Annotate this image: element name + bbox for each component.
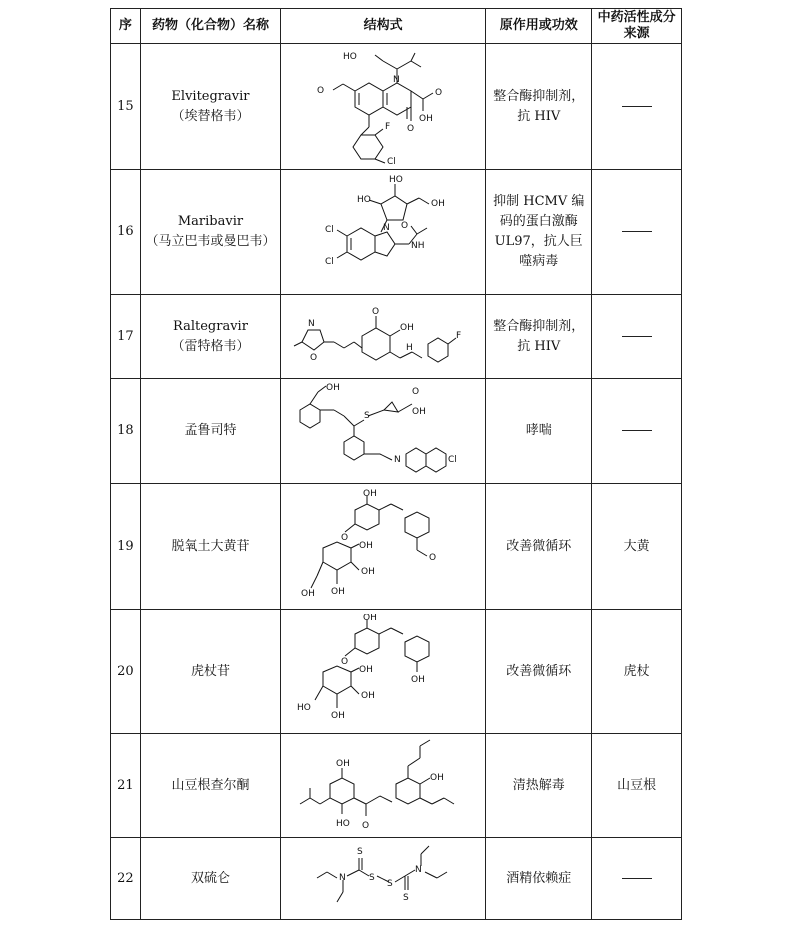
label-ho-top: HO: [389, 175, 403, 185]
table-row: [111, 484, 682, 610]
row-no: 16: [111, 170, 141, 295]
name-en: Raltegravir: [173, 318, 248, 334]
name-cn: （埃替格韦）: [171, 108, 250, 124]
name-cn: （雷特格韦）: [171, 338, 250, 354]
structure-cell: [281, 838, 486, 920]
table-row: [111, 838, 682, 920]
name-en: Elvitegravir: [171, 88, 250, 104]
label-cl: Cl: [387, 156, 396, 165]
row-source: [592, 295, 682, 379]
label-s-4: S: [403, 892, 409, 903]
name-en: Maribavir: [177, 214, 244, 229]
row-no: 21: [111, 734, 141, 838]
label-s-2: S: [369, 872, 375, 883]
row-no: 19: [111, 484, 141, 610]
label-n: N: [394, 455, 401, 465]
row-action: 抑制 HCMV 编码的蛋白激酶 UL97，抗人巨噬病毒: [486, 170, 592, 295]
row-action: 整合酶抑制剂，抗 HIV: [486, 44, 592, 170]
row-source: 大黄: [592, 484, 682, 610]
table-row: [111, 170, 682, 295]
label-ketone-o: O: [407, 123, 415, 134]
row-source: [592, 838, 682, 920]
name-cn: （马立巴韦或曼巴韦）: [145, 234, 276, 249]
raltegravir-structure-icon: [288, 302, 478, 372]
elvitegravir-structure-icon: [303, 49, 463, 165]
label-s-1: S: [357, 846, 363, 857]
montelukast-structure-icon: [288, 382, 478, 480]
label-nh: NH: [411, 241, 425, 251]
header-structure: 结构式: [281, 9, 486, 44]
structure-cell: [281, 610, 486, 734]
row-name: 双硫仑: [140, 838, 280, 920]
row-name: 孟鲁司特: [140, 379, 280, 484]
table-row: [111, 44, 682, 170]
label-n-2: N: [415, 864, 422, 875]
sophoradin-chalcone-structure-icon: [288, 738, 478, 834]
structure-cell: [281, 44, 486, 170]
label-o-methoxy: O: [429, 552, 437, 563]
table-row: [111, 734, 682, 838]
empty-dash: [622, 430, 652, 431]
row-source: 虎杖: [592, 610, 682, 734]
deoxyrhaponticin-structure-icon: [293, 488, 473, 606]
label-n-1: N: [339, 872, 346, 883]
header-name: 药物（化合物）名称: [140, 9, 280, 44]
table-row: [111, 379, 682, 484]
label-f: F: [385, 121, 391, 132]
label-oh-2: OH: [361, 566, 375, 577]
row-no: 17: [111, 295, 141, 379]
row-action: 酒精依赖症: [486, 838, 592, 920]
label-oh-3: OH: [331, 586, 345, 597]
label-oh: OH: [400, 322, 414, 333]
label-oh-3: OH: [331, 710, 345, 721]
label-s-3: S: [387, 878, 393, 889]
label-oh-1: OH: [336, 758, 350, 769]
header-source: 中药活性成分来源: [592, 9, 682, 44]
row-action: 改善微循环: [486, 484, 592, 610]
label-cl-1: Cl: [325, 225, 334, 235]
row-action: 整合酶抑制剂，抗 HIV: [486, 295, 592, 379]
label-o: O: [401, 221, 409, 231]
label-o: O: [412, 387, 420, 397]
label-oh: OH: [326, 383, 340, 393]
label-o-top: O: [372, 306, 380, 317]
label-f: F: [456, 330, 462, 341]
row-name: 虎杖苷: [140, 610, 280, 734]
label-s: S: [364, 411, 370, 421]
table-row: [111, 295, 682, 379]
label-acid-oh: OH: [412, 407, 426, 417]
row-name: 脱氧土大黄苷: [140, 484, 280, 610]
empty-dash: [622, 106, 652, 107]
empty-dash: [622, 231, 652, 232]
structure-cell: [281, 379, 486, 484]
row-action: 清热解毒: [486, 734, 592, 838]
polydatin-structure-icon: [293, 614, 473, 730]
label-o: O: [317, 85, 325, 96]
label-o: O: [310, 352, 318, 363]
row-no: 15: [111, 44, 141, 170]
label-oh-2: OH: [361, 690, 375, 701]
label-ho: HO: [357, 195, 371, 205]
row-source: [592, 379, 682, 484]
empty-dash: [622, 878, 652, 879]
label-oh-top: OH: [363, 613, 377, 623]
label-cl-2: Cl: [325, 257, 334, 267]
disulfiram-structure-icon: [303, 842, 463, 916]
drug-table: [110, 8, 682, 920]
label-h: H: [406, 342, 413, 353]
row-no: 18: [111, 379, 141, 484]
maribavir-structure-icon: [303, 174, 463, 290]
label-o: O: [362, 820, 370, 831]
row-source: [592, 170, 682, 295]
structure-cell: [281, 734, 486, 838]
label-n: N: [308, 318, 315, 329]
row-name: [140, 44, 280, 170]
label-ho: HO: [336, 818, 350, 829]
label-n: N: [393, 74, 400, 85]
label-oh-top: OH: [363, 488, 377, 499]
label-acid-o: O: [435, 87, 443, 98]
label-oh-phenol: OH: [411, 674, 425, 685]
row-action: 改善微循环: [486, 610, 592, 734]
structure-cell: [281, 170, 486, 295]
row-name: 山豆根查尔酮: [140, 734, 280, 838]
label-oh: OH: [431, 199, 445, 209]
label-cl: Cl: [448, 455, 457, 465]
empty-dash: [622, 336, 652, 337]
structure-cell: [281, 295, 486, 379]
row-source: [592, 44, 682, 170]
label-oh: HO: [343, 51, 357, 62]
row-name: [140, 170, 280, 295]
label-n: N: [383, 223, 390, 233]
label-oh-1: OH: [359, 540, 373, 551]
label-oh-2: OH: [430, 772, 444, 783]
row-no: 20: [111, 610, 141, 734]
label-oh-1: OH: [359, 664, 373, 675]
header-no: 序: [111, 9, 141, 44]
table-row: [111, 610, 682, 734]
label-o-glyco: O: [341, 656, 349, 667]
row-source: 山豆根: [592, 734, 682, 838]
header-row: [111, 9, 682, 44]
label-acid-oh: OH: [419, 113, 433, 124]
label-o-glyco: O: [341, 532, 349, 543]
label-oh-4: OH: [301, 588, 315, 599]
header-action: 原作用或功效: [486, 9, 592, 44]
structure-cell: [281, 484, 486, 610]
row-name: [140, 295, 280, 379]
label-ho: HO: [297, 702, 311, 713]
row-no: 22: [111, 838, 141, 920]
row-action: 哮喘: [486, 379, 592, 484]
